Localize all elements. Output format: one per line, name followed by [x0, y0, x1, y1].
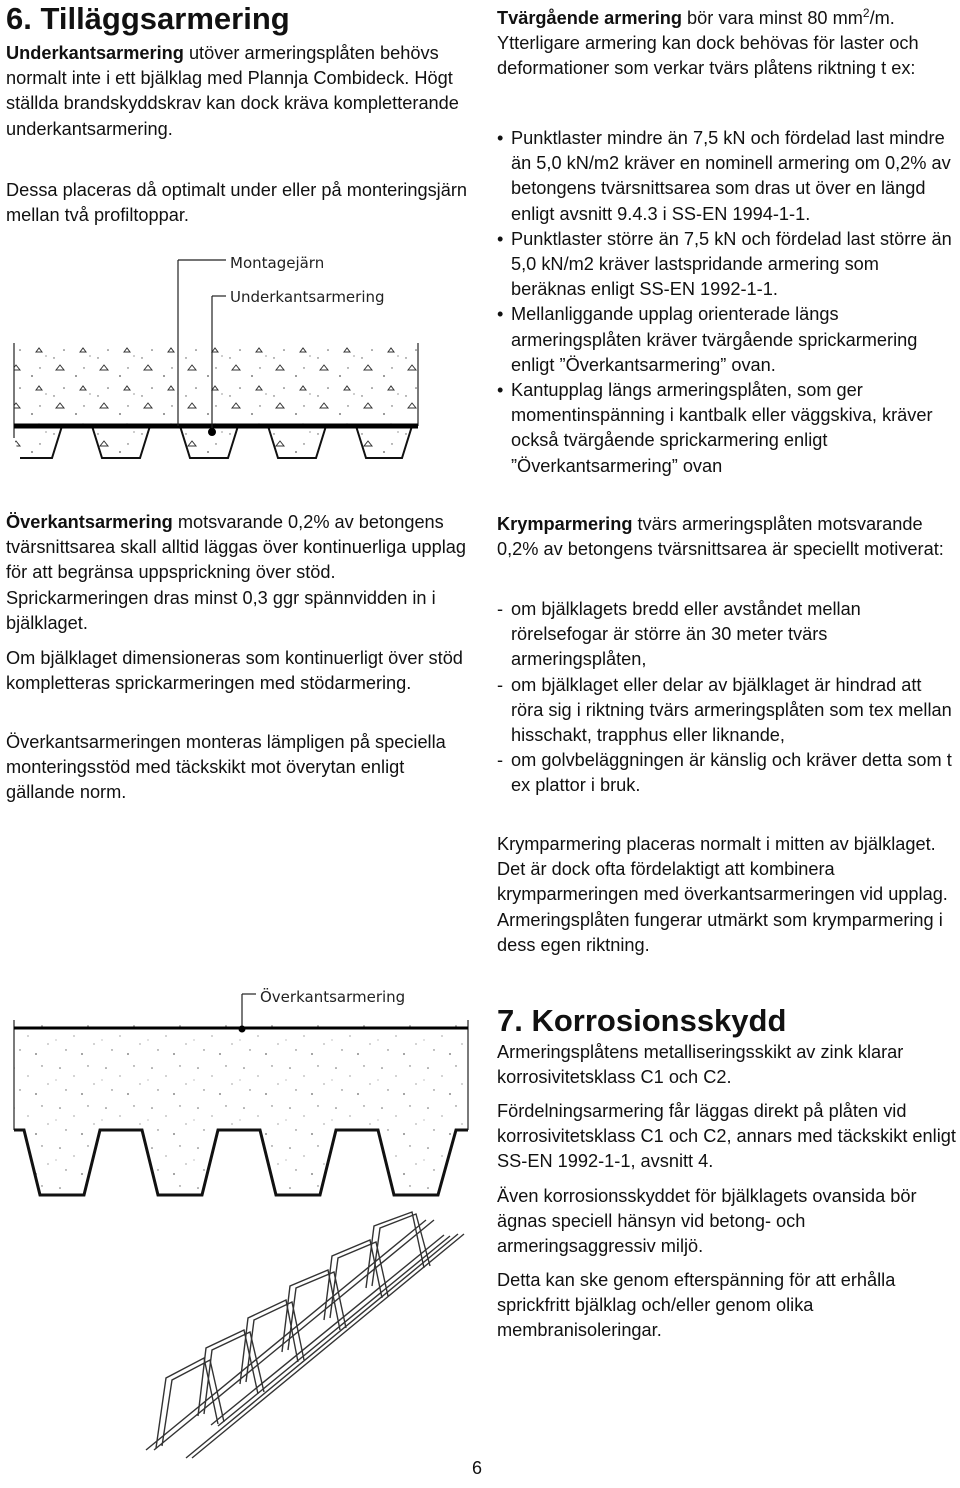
paragraph-post-tensioning: Detta kan ske genom efterspänning för att erhålla sprickfritt bjälklag och/eller genom olika membranisoleringar. — [497, 1270, 896, 1341]
paragraph-distribution: Fördelningsarmering får läggas direkt på plåten vid korrosivitetsklass C1 och C2, annars med täckskikt enligt SS-EN 1992-1-1, avsnitt 4. — [497, 1101, 956, 1172]
label-montagejarn: Montagejärn — [230, 254, 325, 272]
dash-text: om bjälklaget eller delar av bjälklaget är hindrad att röra sig i riktning tvärs armeringsplåten som tex mellan hisschakt, trapphus eller liknande, — [511, 674, 952, 746]
paragraph-text: motsvarande 0,2% av betongens tvärsnittsarea skall alltid läggas över kontinuerliga upplag för att begränsa uppsprickning över stöd. Sprickarmeringen dras minst 0,3 ggr spännvidden in i bjälklaget. — [6, 512, 466, 633]
bullet-marker: • — [497, 380, 504, 401]
paragraph-text-b: /m. Ytterligare armering kan dock behövas för laster och deformationer som verkar tvärs plåtens riktning t ex: — [497, 8, 919, 79]
dash-item — [497, 748, 957, 798]
superscript: 2 — [862, 6, 870, 20]
paragraph-krymparmering-placement: Krymparmering placeras normalt i mitten av bjälklaget. Det är dock ofta fördelaktigt att kombinera krymparmeringen med överkantsarmeringen vid upplag. Armeringsplåten fungerar utmärkt som krymparmering i dess egen riktning. — [497, 834, 948, 955]
paragraph-mounting: Överkantsarmeringen monteras lämpligen på speciella monteringsstöd med täckskikt mot överytan enligt gällande norm. — [6, 732, 446, 803]
dash-marker: - — [497, 674, 504, 695]
paragraph-krymparmering — [497, 512, 957, 562]
term-underkantsarmering: Underkantsarmering — [6, 43, 184, 63]
concrete-slab-2 — [14, 1020, 468, 1195]
paragraph-zinc: Armeringsplåtens metalliseringsskikt av zink klarar korrosivitetsklass C1 och C2. — [497, 1042, 904, 1088]
bullet-marker: • — [497, 304, 504, 325]
bullet-text: Mellanliggande upplag orienterade längs armeringsplåten kräver tvärgående sprickarmering enligt ”Överkantsarmering” ovan. — [511, 304, 918, 375]
term-overkantsarmering: Överkantsarmering — [6, 512, 173, 532]
paragraph-text: tvärs armeringsplåten motsvarande 0,2% av betongens tvärsnittsarea är speciellt motiverat: — [497, 514, 944, 560]
dash-item — [497, 673, 957, 749]
dash-marker: - — [497, 599, 504, 619]
paragraph-text-a: bör vara minst 80 mm — [681, 8, 863, 29]
concrete-slab-1 — [14, 343, 418, 458]
bullet-text: Punktlaster mindre än 7,5 kN och fördelad last mindre än 5,0 kN/m2 kräver en nominell armering om 0,2% av betongens tvärsnittsarea som dras ut över en längd enligt avsnitt 9.4.3 i SS-EN 1994-1-1. — [511, 128, 951, 224]
bullet-item — [497, 227, 957, 303]
bullet-text: Punktlaster större än 7,5 kN och fördelad last större än 5,0 kN/m2 kräver lastspridande armering som beräknas enligt SS-EN 1992-1-1. — [511, 228, 952, 300]
section-7-title: 7. Korrosionsskydd — [497, 1003, 787, 1038]
paragraph-continuous: Om bjälklaget dimensioneras som kontinuerligt över stöd kompletteras sprickarmeringen med stödarmering. — [6, 648, 463, 694]
paragraph-tvargaende — [497, 1, 957, 82]
label-overkantsarmering: Överkantsarmering — [260, 988, 406, 1006]
shrinkage-dash-list — [497, 597, 957, 799]
figure-overkantsarmering — [6, 980, 476, 1460]
reinforcement-cage — [146, 1212, 464, 1458]
bullet-item — [497, 126, 957, 227]
dash-text: om bjälklagets bredd eller avståndet mellan rörelsefogar är större än 30 meter tvärs armeringsplåten, — [511, 599, 861, 670]
paragraph-overkantsarmering — [6, 510, 468, 636]
bullet-marker: • — [497, 128, 504, 148]
paragraph-text: utöver armeringsplåten behövs normalt inte i ett bjälklag med Plannja Combideck. Högt ställda brandskyddskrav kan dock kräva kompletterande underkantsarmering. — [6, 43, 459, 139]
term-krymparmering: Krymparmering — [497, 514, 633, 534]
bullet-item — [497, 302, 957, 378]
section-6-title: 6. Tilläggsarmering — [6, 1, 290, 36]
bullet-item — [497, 378, 957, 479]
term-tvargaende: Tvärgående armering — [497, 8, 682, 29]
page-number: 6 — [472, 1458, 483, 1478]
label-underkantsarmering: Underkantsarmering — [230, 288, 385, 306]
paragraph-placement: Dessa placeras då optimalt under eller på monteringsjärn mellan två profiltoppar. — [6, 180, 467, 226]
paragraph-underkantsarmering — [6, 41, 468, 142]
figure-underkantsarmering — [6, 248, 426, 488]
bullet-text: Kantupplag längs armeringsplåten, som ger momentinspänning i kantbalk eller väggskiva, kräver också tvärgående sprickarmering enligt ”Överkantsarmering” ovan — [511, 380, 933, 476]
bullet-marker: • — [497, 228, 504, 249]
dash-item — [497, 597, 957, 673]
paragraph-top-protection: Även korrosionsskyddet för bjälklagets ovansida bör ägnas speciell hänsyn vid betong- och armeringsaggressiv miljö. — [497, 1186, 917, 1257]
dash-text: om golvbeläggningen är känslig och kräver detta som t ex plattor i bruk. — [511, 750, 952, 796]
dash-marker: - — [497, 750, 504, 771]
load-bullet-list — [497, 126, 957, 479]
